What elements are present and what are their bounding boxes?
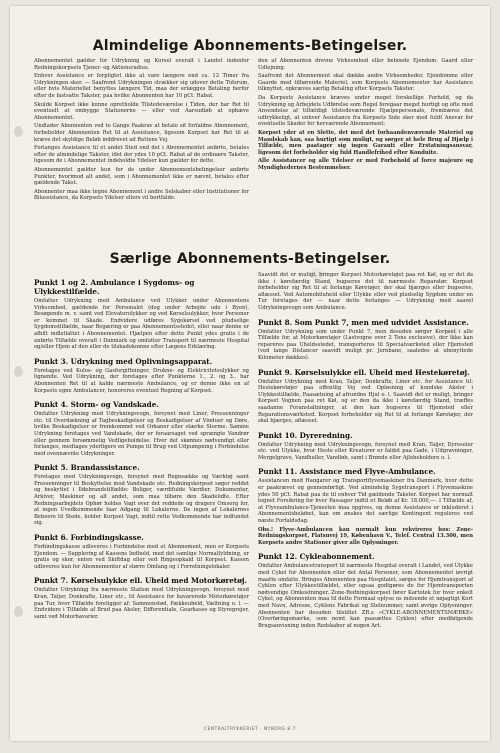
main-title: Almindelige Abonnements-Betingelser. — [92, 38, 408, 54]
section-text: Assistancen med Hangarer og Transportflyvemaskiner fra Danmark, hvor dette er paakrævet og gennemførligt. Ved almindelig Sygetransport i Flyvemaskine ydes 50 pCt. Rabat paa de til enhver Tid gældende Takster. Korpset har normalt tegnet Forsikring for hver Passager indtil et Beløb af Kr. 18.000,—. I Tilfælde af, at Flyveambulance-Tjenesten maa opgives, og denne Assistance er inkluderet i Abonnementsbeløbet, kan om ønskes det særlige Kontingent reguleres ved næste Forfaldsdag. — [258, 478, 473, 525]
section-heading: Punkt 10. Dyreredning. — [258, 430, 353, 440]
general-paragraph: den af Abonnenten drevne Virksomhed eller beboede Ejendom. Gaard eller Udlejning. — [258, 58, 473, 71]
general-paragraph: Undlader Abonnenten ved to Gange Paakrav at betale sit forfaldne Abonnement, forbeholder Abonnenten Ret til at Assistance, ligesom Korpset har Ret til at kræve det skyldige Beløb inddrevet ad Rettens Vej. — [34, 123, 249, 143]
general-paragraph: Da Korpsets Assistance kræves under meget forskellige Forhold, og da Udrykning og Arbejdets Udførelse som Regel foregaar meget hurtigt og ofte med Anvendelse af tilfældigt tilstedeværende Hjælpepersonale, frembæres det udtrykkeligt, at enhver Assistance fra Korpsets Side sker med fuldt Ansvar for eventuelle Skader for herværende Abonnement: — [258, 94, 473, 128]
general-paragraph: Skulde Korpset ikke kunne opretholde Tilstedeværelse i Tiden, der har Ret til eventuelt at ombygge Stationerne — eller ved Aarsudløb at ophæve Abonnementet. — [34, 101, 249, 121]
general-right-column — [258, 58, 473, 174]
special-left-column — [34, 272, 249, 622]
general-paragraph: Abonnementet gælder for Udrykning og Korsel overalt i Landet indenfor Redningskorpsets Tjener- og Aktionsradius. — [34, 58, 249, 71]
section-text: Foretages med Udrykningsvogn, forsynet med Regnsække og Værktøj samt Pressenninger til Beskyttelse mod Vandskade etc. Redningskorpset søger reddet og beskyttet i Ildebrandstilfælde: Boliger, værdifulde Værdier, Dokumenter, Arkiver, Maskiner og alt andet, som maa tilhøre den Skadelidte. Efter Redningsarbejdets Ophør holdes Vagt over det reddede og dragers Omsorg for, at ingen Uvedkommende faar Adgang til Lokalerne. De ingen af Lokalernes Beboere til Stede, holder Korpset Vagt, indtil rette Vedkommende har indfundet sig. — [34, 474, 249, 527]
section-heading: Punkt 11. Assistance med Flyve-Ambulance. — [258, 467, 436, 477]
general-paragraph: Alle Assistancer og alle Ydelser er med Forbehold af force majeure og Myndighedernes Bestemmelser. — [258, 158, 473, 171]
section-heading: Punkt 5. Brandassistance. — [34, 463, 140, 473]
general-paragraph: Korpset yder at en Slette, det med det forhaandenværende Materiel og Mandskab kan, saa hurtigt som muligt, og sørger at hele Brug af Hjælp i Tilfælde, men paatager sig ingen Garanti eller Erstatningsansvar, ligesom det forbeholder sig fuld Handlefrihed efter Konduite. — [258, 129, 473, 156]
edge-binding — [10, 6, 30, 741]
section-heading: Punkt 8. Som Punkt 7, men med udvidet Assistance. — [258, 317, 469, 327]
section-text: Omfatter Udrykning fra nærmeste Station med Udrykningsvogn, forsynet med Kran, Taljer, Donkrafte, Liner etc., til Assistance for havarerede Motorkøretøjer paa Tur, hvor Tilfælde foreligger af: Sammenstød, Pækkeuheld, Væltning o. l. — Endvidere i Tilfælde af Brud paa Aksler, Differentiale, Gearkasse og Styregrejer, samt ved Motorhavarier. — [34, 587, 249, 620]
section-heading: Punkt 1 og 2. Ambulance i Sygdoms- og Ulykkestilfælde. — [34, 278, 195, 296]
section-heading: Punkt 7. Kørselsulykke ell. Uheld med Motorkøretøj. — [34, 576, 247, 586]
general-paragraph: Abonnenter maa ikke tegne Abonnement i andre Selskaber eller Institutioner for Bilassistance, da Korpsets Ydelser ellers vil bortfalde. — [34, 188, 249, 202]
section-note: Obs.! Flyve-Ambulancen kan normalt kun rekvireres hos: Zone-Redningskorpset, Flatsnvej 19, København V., Telef. Central 13.306, men Korpsets andre Stationer giver alle Oplysninger. — [258, 526, 473, 546]
section-text: Omfatter Udrykning med Udrykningsvogn, forsynet med Liner, Pressenninger etc. til Overdækning af Tagbeskadigelser og Beskadigelser af Vinduer og Døre, hvilke Beskadigelser er fremkommet ved Orkaner eller stærke Storme. Samme Udrykning foretages ved Vandskade, der er foraarsaget ved sprængte Vandrør eller gennem forsømmelig Vedligeholdelse. Hver det skønnes nødvendigt eller forlanges, medtages yderligere en Pumpe til Brug ved Udpumpning i Forbindelse med ovennævnte Udrykninger. — [34, 411, 249, 457]
section-text: Omfatter Ambulancetransport til nærmeste Hospital overalt i Landet, ved Ulykke med Cykel for Abonnenten eller det Antal Personer, som Abonnementet iøvrigt maatte omfatte. Bringes Abonnenten paa Hospitalet, sørges for Hjemtransport af Cyklen efter Ulykkestilfældet, eller ogsaa godtgøres de for Hjemtransporten nødvendige Omkostninger. Zone-Redningskorpset fører Kartotek for hver enkelt Cykel, og Abonnenten maa til dette Formaal oplyse os indsende et nøjagtigt Kort med Navn, Adresse, Cyklens Fabrikat og Stelnummer, samt øvrige Oplysninger. Abonnenten har desuden tilstillet ZR.s »CYKLE-ABONNEMENTSMÆRKE« (Overføringsmærke, som nemt kan paasættes Cyklen) efter medfølgende Brugsanvisning inden Redskaber af nogen Art. — [258, 563, 473, 629]
section-heading: Punkt 6. Forbindingskasse. — [34, 533, 144, 543]
section-text: Foretages ved Kulos- og Gasforgiftninger, Drukne- og Elektricitetsulykker og lignende. Ved Udrykning, der foretages efter Punkterne 1., 2. og 3., har Abonnenten Ret til at kalde nærmeste Ambulance, og er denne ikke en af Korpsets egne Ambulancer, honoreres eventuel Regning af Korpset. — [34, 367, 249, 394]
abonnement-document — [10, 6, 490, 741]
general-left-column — [34, 58, 249, 204]
section-text: Omfatter Udrykning som under Punkt 7, men desuden sørger Korpset i alle Tilfælde for, at Motorkøretøjer (Lastvogne over 2 Tons exclusive), der ikke kan repareres paa Uheldsstedet, transporteres til Specialværksted eller Hjemsted (ved lange Distancer saavidt muligt pr. Jernbane, saaledes at ubenyttede Kilometer dækkes). — [258, 328, 473, 361]
general-paragraph: Saafremt det Abonnement skal dække andre Virksomheder, Ejendomme eller Gaarde med tilhørende Materiel, som Korpsets Abonnementer har Assistance tilknyttet, opkræves særlig Betaling efter Korpsets Takster. — [258, 73, 473, 93]
section-text: Omfatter Udrykning med Kran, Taljer, Donkrafte, Liner etc. for Assistance til: Hestekøretøjer paa offentlig Vej ved Opløsning af kundske Aksler i Ulykkestilfælde, Paasætning af afrundne Hjul o. l. Saavidt det er muligt, bringer Korpset Vognen paa ret Køl, og er den da ikke i kørefærdig Stand, træffes saadanne Foranstaltninger, at den kan bugseres til Hjemsted eller Reparationsværksted. Korpset forbeholder sig Ret til at forlange Køretøjer, der skal bjærges, aflæsset. — [258, 378, 473, 425]
general-paragraph: Forlanges Assistance til et andet Sted end det i Abonnementet anførte, betales efter de almindelige Takster, idet der ydes 10 pCt. Rabat af de ordinære Takster, ligesom de i Abonnementet indeholdte Ydelser kun gælder for dette. — [34, 145, 249, 165]
section-heading: Punkt 12. Cykleabonnement. — [258, 552, 375, 562]
section-text: Omfatter Udrykning med Udrykningsvogn, forsynet med Kran, Taljer, Dyreseler etc. ved Ulykke, hvor Heste eller Kreaturer er faldet paa Gade, i Udgravninger, Mergelgrave, Vandhuller, Vandløb, samt i Brønde eller Ajlebeholdere o. l. — [258, 441, 473, 461]
section-heading: Punkt 9. Kørselsulykke ell. Uheld med Hestekøretøj. — [258, 367, 470, 377]
printer-stamp: CENTRALTRYKKERIET · NYBORG 8.7 — [204, 726, 296, 731]
section-heading: Punkt 4. Storm- og Vandskade. — [34, 400, 159, 410]
general-paragraph: Abonnementet gælder kun for de under Abonnementsbetingelser anførte Punkter, hvorimod alt andet, som i Abonnementet ikke er nævnt, betales efter gældende Takst. — [34, 166, 249, 187]
special-right-column — [258, 272, 473, 631]
general-paragraph: Enhver Assistance er forpligtet ikke at vare længere end ca. 12 Timer fra Udrykningen sker. — Saafremt Udrykningen strækker sig udover dette Tidsrum, eller hvis Materiellet benyttes længere Tid, maa der erlægges Betaling herfor efter de fastsatte Takster, paa hvilke Abonnenten har 10 pCt. Rabat. — [34, 73, 249, 99]
section-text: Forbindingskasse udleveres i Forbindelse med et Abonnement, men er Korpsets Ejendom. — Supplering af Kassens Indhold, med det samlige Normalfyldning, er gratis og sker, enten ved Skiftdag eller ved Ringeopkald til Korpset. Kassen udleveres kun for Abonnementer af større Omfang og i Forretningslokaler. — [34, 544, 249, 570]
section-text: Saavidt det er muligt, bringer Korpset Motorkøretøjet paa ret Køl, og er det da ikke i kørefærdig Stand, bugseres det til nærmeste Reparatør. Korpset forbeholder sig Ret til at forlange Køretøjer, der skal bjærges eller bugseres, aflæsset. Ved Automobiluheld eller Ulykke eller ved pludselig Sygdom under en Tur foretages der — naar dette forlanges — Udrykning med saavel Udrykningsvogn som Ambulance. — [258, 272, 473, 311]
section-text: Omfatter Udrykning med Ambulance ved Ulykker under Abonnentens Virksomhed, gældende for Personalet (dog under Arbejde ude i Byen), Besøgende m. v. samt ved Elevatorulykker og ved Kørselsulykker, hvor Personer er kommet til Skade. Endvidere udføres Sygekørsel ved pludselige Sygdomstilfælde, naar Begæring er paa Abonnementsstedet, eller naar denne er afbilt indleflattet i Abonnementet. Hjælpen efter dette Punkt ydes gratis i de anførte Tilfælde overalt i Danmark og omfatter Transport til nærmeste Hospital og/eller Hjem af den eller de tilskadekomne efter Lægens Erklæring. — [34, 298, 249, 351]
section-heading: Punkt 3. Udrykning med Oplivningsapparat. — [34, 356, 213, 366]
special-title: Særlige Abonnements-Betingelser. — [109, 251, 391, 267]
